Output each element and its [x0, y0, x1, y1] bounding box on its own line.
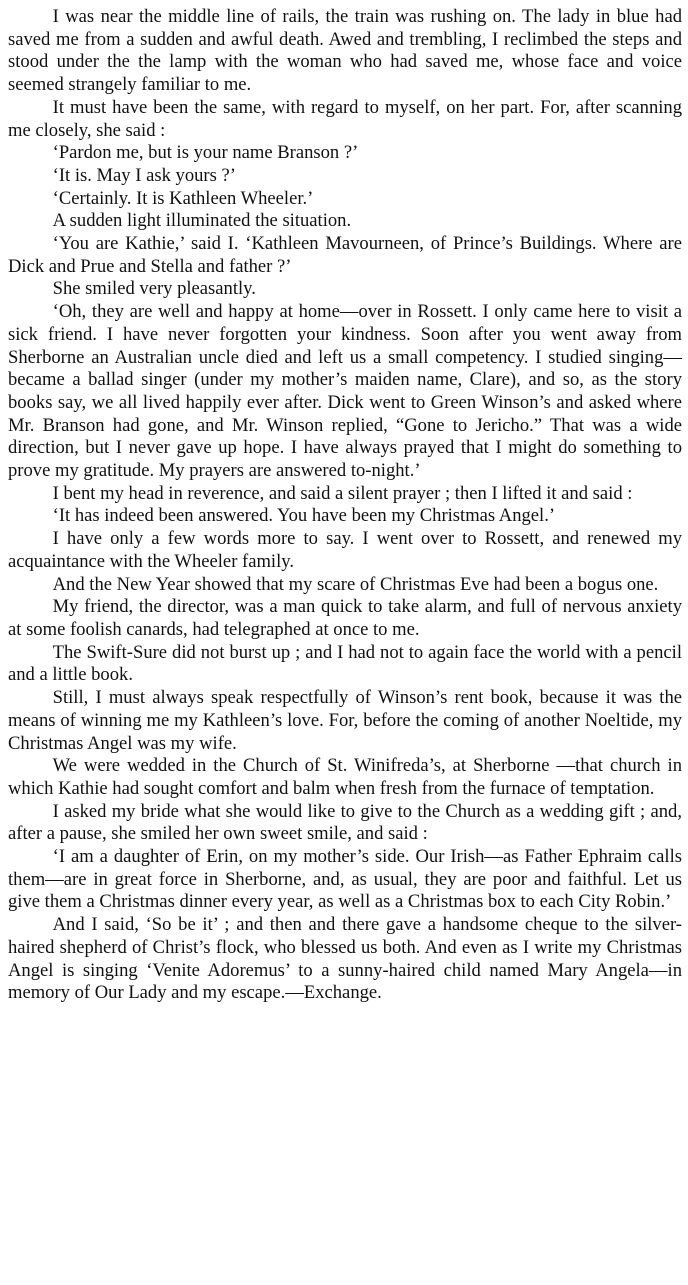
paragraph: ‘You are Kathie,’ said I. ‘Kathleen Mavourneen, of Prince’s Buildings. Where are Dick and Prue and Stella and father ?’: [8, 233, 682, 277]
paragraph: I have only a few words more to say. I went over to Rossett, and renewed my acquaintance with the Wheeler family.: [8, 528, 682, 572]
paragraph: ‘Certainly. It is Kathleen Wheeler.’: [52, 187, 314, 209]
paragraph: Still, I must always speak respectfully of Winson’s rent book, because it was the means of winning me my Kathleen’s love. For, before the coming of another Noeltide, my Christmas Angel was my wife.: [8, 687, 682, 754]
paragraph: It must have been the same, with regard to myself, on her part. For, after scanning me closely, she said :: [8, 96, 682, 141]
paragraph: A sudden light illuminated the situation.: [52, 210, 352, 232]
paragraph: She smiled very pleasantly.: [52, 278, 256, 300]
paragraph: ‘I am a daughter of Erin, on my mother’s side. Our Irish—as Father Ephraim calls them—are in great force in Sherborne, and, as usual, they are poor and faithful. Let us give them a Christmas dinner every year, as well as a Christmas box to each City Robin.’: [8, 846, 682, 913]
paragraph: ‘It is. May I ask yours ?’: [52, 164, 236, 186]
paragraph: ‘It has indeed been answered. You have been my Christmas Angel.’: [52, 505, 556, 527]
paragraph: I was near the middle line of rails, the train was rushing on. The lady in blue had saved me from a sudden and awful death. Awed and trembling, I reclimbed the steps and stood under the the lamp with the woman who had saved me, whose face and voice seemed strangely familiar to me.: [8, 6, 682, 96]
paragraph: ‘Pardon me, but is your name Branson ?’: [52, 142, 359, 164]
paragraph: And the New Year showed that my scare of Christmas Eve had been a bogus one.: [52, 573, 659, 595]
paragraph: We were wedded in the Church of St. Winifreda’s, at Sherborne —that church in which Kathie had sought comfort and balm when fresh from the furnace of temptation.: [8, 755, 682, 799]
paragraph: I asked my bride what she would like to give to the Church as a wedding gift ; and, after a pause, she smiled her own sweet smile, and said :: [8, 800, 682, 845]
paragraph: The Swift-Sure did not burst up ; and I had not to again face the world with a pencil and a little book.: [8, 641, 682, 686]
paragraph: And I said, ‘So be it’ ; and then and there gave a handsome cheque to the silver-haired shepherd of Christ’s flock, who blessed us both. And even as I write my Christmas Angel is singing ‘Venite Adoremus’ to a sunny-haired child named Mary Angela—in memory of Our Lady and my escape.—Exchange.: [8, 914, 682, 1004]
paragraph: ‘Oh, they are well and happy at home—over in Rossett. I only came here to visit a sick friend. I have never forgotten your kindness. Soon after you went away from Sherborne an Australian uncle died and left us a small competency. I studied singing—became a ballad singer (under my mother’s maiden name, Clare), and so, as the story books say, we all lived happily ever after. Dick went to Green Winson’s and asked where Mr. Branson had gone, and Mr. Winson replied, “Gone to Jericho.” That was a wide direction, but I never gave up hope. I have always prayed that I might do something to prove my gratitude. My prayers are answered to-night.’: [8, 301, 682, 482]
paragraph: My friend, the director, was a man quick to take alarm, and full of nervous anxiety at some foolish canards, had telegraphed at once to me.: [8, 596, 682, 640]
paragraph: I bent my head in reverence, and said a silent prayer ; then I lifted it and said :: [52, 482, 633, 504]
